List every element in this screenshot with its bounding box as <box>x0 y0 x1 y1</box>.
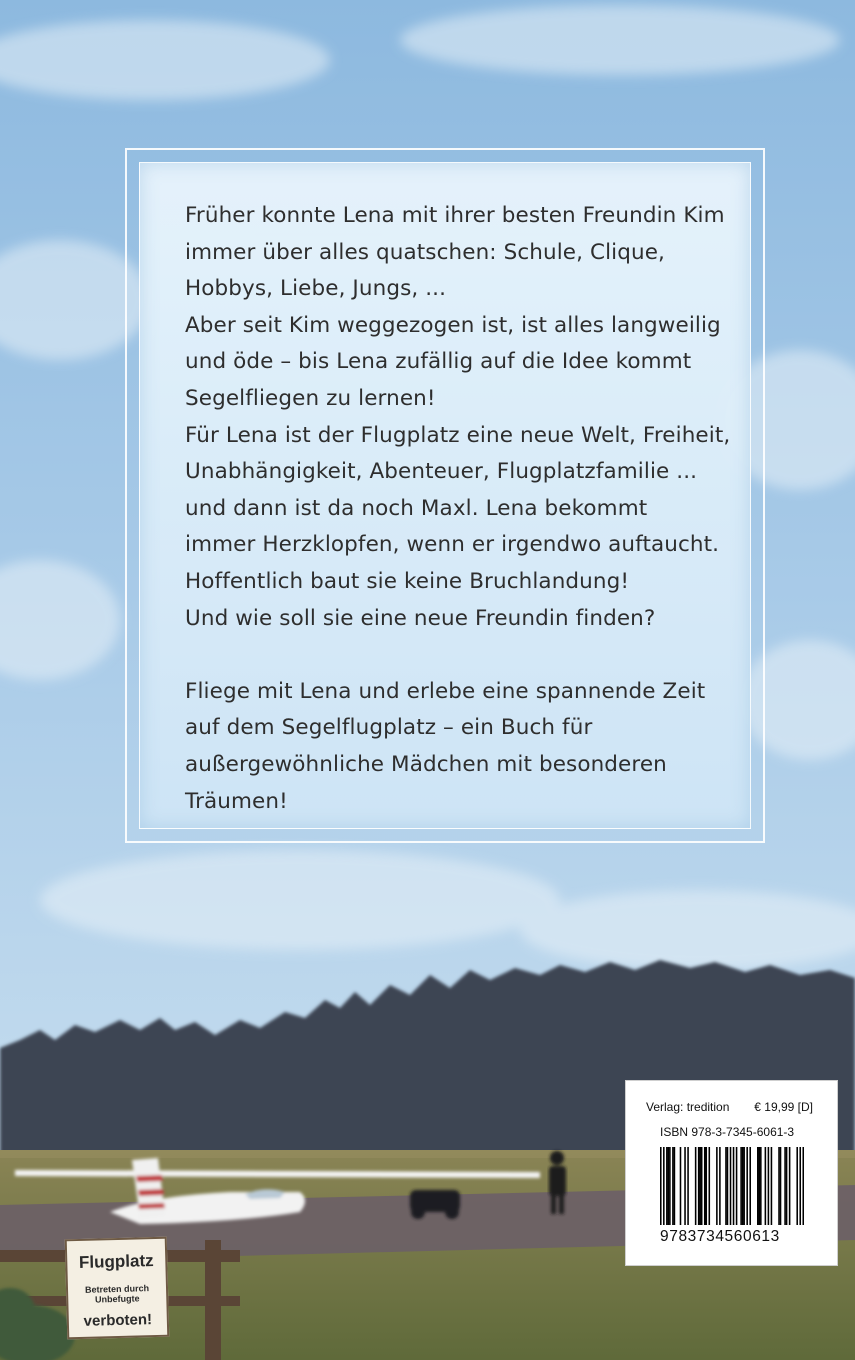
barcode-bars <box>660 1147 804 1225</box>
blurb-line: immer Herzklopfen, wenn er irgendwo auftaucht. <box>185 532 720 558</box>
barcode-bar <box>674 1147 676 1225</box>
blurb-line: Träumen! <box>185 788 288 814</box>
blurb-line: Segelfliegen zu lernen! <box>185 385 436 411</box>
barcode-bar <box>684 1147 686 1225</box>
barcode-bar <box>695 1147 697 1225</box>
blurb-line: Fliege mit Lena und erlebe eine spannende Zeit <box>185 678 706 704</box>
barcode-bar <box>687 1147 689 1225</box>
barcode-bar <box>716 1147 718 1225</box>
barcode-bar <box>705 1147 707 1225</box>
barcode-bar <box>746 1147 748 1225</box>
barcode-bar <box>698 1147 700 1225</box>
blurb-line: Unabhängigkeit, Abenteuer, Flugplatzfamilie ... <box>185 459 698 485</box>
barcode-bar <box>719 1147 721 1225</box>
blurb-line: und öde – bis Lena zufällig auf die Idee kommt <box>185 349 692 375</box>
blurb-panel <box>139 162 751 829</box>
sign-title: Flugplatz <box>78 1251 154 1272</box>
blurb-line: Für Lena ist der Flugplatz eine neue Welt, Freiheit, <box>185 422 731 448</box>
barcode-bar <box>743 1147 745 1225</box>
barcode-bar <box>768 1147 770 1225</box>
blurb-line: Und wie soll sie eine neue Freundin finden? <box>185 605 656 631</box>
barcode-bar <box>784 1147 786 1225</box>
barcode-bar <box>680 1147 682 1225</box>
barcode-bar <box>660 1147 662 1225</box>
barcode-bar <box>802 1147 804 1225</box>
barcode-bar <box>771 1147 773 1225</box>
barcode-bar <box>786 1147 788 1225</box>
barcode-bar <box>780 1147 782 1225</box>
airfield-sign <box>65 1237 170 1340</box>
barcode-bar <box>765 1147 767 1225</box>
publisher-label: Verlag: tredition <box>646 1100 730 1114</box>
barcode-bar <box>701 1147 703 1225</box>
barcode-bar <box>699 1147 701 1225</box>
isbn-label: ISBN 978-3-7345-6061-3 <box>660 1125 795 1139</box>
sign-warning-line: verboten! <box>83 1311 153 1330</box>
blurb-frame <box>125 148 765 843</box>
blurb-text <box>185 198 755 820</box>
barcode-bar <box>727 1147 729 1225</box>
blurb-line: Hobbys, Liebe, Jungs, ... <box>185 276 447 302</box>
barcode-bar <box>669 1147 671 1225</box>
blurb-line: immer über alles quatschen: Schule, Clique, <box>185 239 665 265</box>
paragraph-gap <box>185 637 755 674</box>
barcode-bar <box>796 1147 798 1225</box>
barcode-bar <box>789 1147 791 1225</box>
barcode-bar <box>749 1147 751 1225</box>
barcode-bar <box>704 1147 706 1225</box>
barcode-bar <box>736 1147 738 1225</box>
barcode-bar <box>759 1147 761 1225</box>
blurb-line: und dann ist da noch Maxl. Lena bekommt <box>185 495 648 521</box>
barcode-bar <box>778 1147 780 1225</box>
sign-warning-line: Betreten durch Unbefugte <box>84 1283 150 1305</box>
barcode-bar <box>799 1147 801 1225</box>
blurb-line: Hoffentlich baut sie keine Bruchlandung! <box>185 568 630 594</box>
barcode-bar <box>733 1147 735 1225</box>
barcode-bar <box>742 1147 744 1225</box>
barcode-bar <box>760 1147 762 1225</box>
barcode-bar <box>725 1147 727 1225</box>
blurb-line: auf dem Segelflugplatz – ein Buch für <box>185 715 593 741</box>
barcode-box <box>625 1080 838 1266</box>
blurb-line: Aber seit Kim weggezogen ist, ist alles langweilig <box>185 312 721 338</box>
barcode-bar <box>730 1147 732 1225</box>
barcode-bar <box>663 1147 665 1225</box>
ean-digits: 9783734560613 <box>660 1228 780 1245</box>
barcode-bar <box>709 1147 711 1225</box>
barcode-bar <box>740 1147 742 1225</box>
barcode-bar <box>668 1147 670 1225</box>
price-label: € 19,99 [D] <box>754 1100 813 1114</box>
barcode-bar <box>757 1147 759 1225</box>
blurb-line: Früher konnte Lena mit ihrer besten Freundin Kim <box>185 203 725 228</box>
barcode-bar <box>666 1147 668 1225</box>
barcode-bar <box>672 1147 674 1225</box>
blurb-line: außergewöhnliche Mädchen mit besonderen <box>185 751 667 777</box>
